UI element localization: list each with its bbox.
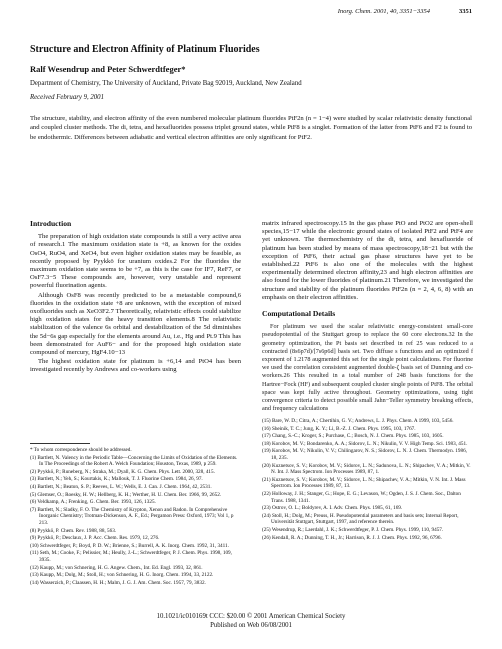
references-left — [30, 447, 241, 587]
author-affiliation: Department of Chemistry, The University of Auckland, Private Bag 92019, Auckland, New Zealand — [30, 80, 302, 87]
correspondence-note: * To whom correspondence should be addressed. — [30, 447, 132, 453]
reference-item: (23) Ostrov, O. L.; Boldyrev, A. I. Adv. Chem. Phys. 1985, 61, 169. — [262, 505, 403, 512]
intro-paragraph: The preparation of high oxidation state compounds is still a very active area of research.1 The maximum oxidation state is +8, as known for the oxides OsO4, RuO4, and XeO4, but even higher oxidation states may be feasible, as recently proposed by Pyykkö for uranium oxides.2 For the fluorides the maximum oxidation state seems to be +7, as this is the case for IF7, ReF7, or OsF7.3−5 These compounds are, however, very unstable and represent powerful fluorination agents. — [30, 233, 241, 290]
reference-item: (10) Schwerdtfeger, P.; Boyd, P. D. W.; Brienne, S.; Burrell, A. K. Inorg. Chem. 1992, 31, 3411. — [30, 542, 229, 549]
reference-item: (24) Stoll, H.; Dolg, M.; Preuss, H. Pseudopotential parameters and basis sets; Internal Report, Universität Stuttgart, Stuttgart, 1997, and reference therein. — [262, 512, 459, 526]
published-date: Published on Web 06/08/2001 — [210, 622, 292, 629]
reference-item: (6) Veldkamp, A.; Frenking, G. Chem. Ber. 1993, 126, 1325. — [30, 499, 156, 506]
reference-item: (13) Kaupp, M.; Dolg, M.; Stoll, H.; von Schnering, H. G. Inorg. Chem. 1994, 33, 2122. — [30, 572, 214, 579]
reference-item: (11) Seth, M.; Cooke, F.; Pelissier, M.; Heully, J.-L.; Schwerdtfeger, P. J. Chem. Phys. 1998, 109, 3935. — [30, 550, 232, 563]
doi-line: 10.1021/ic010169t CCC: $20.00 © 2001 American Chemical Society — [156, 613, 346, 620]
journal-header: Inorg. Chem. 2001, 40, 3351−3354 — [337, 8, 430, 15]
intro-heading: Introduction — [30, 219, 72, 228]
received-date: Received February 9, 2001 — [30, 94, 104, 101]
left-column — [30, 220, 241, 375]
reference-item: (25) Wesendrup, R.; Laerdahl, J. K.; Schwerdtfeger, P. J. Chem. Phys. 1999, 110, 9457. — [262, 526, 444, 533]
reference-item: (20) Kuznetsov, S. V.; Korobov, M. V.; Sidorov, L. N.; Sadunova, L. N.; Shipachev, V. A.; Mitkin, V. N. Int. J. Mass Spectrom. Ion Processes 1989, 87, 1. — [262, 462, 471, 476]
reference-item: (15) Bare, W. D.; Citra, A.; Chertihin, G. V.; Andrews, L. J. Phys. Chem. A 1999, 103, 5456. — [262, 418, 454, 424]
reference-item: (2) Pyykkö, P.; Runeberg, N.; Straka, M.; Dyall, K. G. Chem. Phys. Lett. 2000, 328, 415. — [30, 468, 215, 475]
intro-paragraph: The highest oxidation state for platinum is +6,14 and PtO4 has been investigated recently by Andrews and co-workers using — [30, 358, 241, 374]
reference-item: (22) Holloway, J. H.; Stanger, G.; Hope, E. G.; Levason, W.; Ogden, J. S. J. Chem. Soc., Dalton Trans. 1988, 1341. — [262, 490, 461, 504]
footnote-rule — [30, 443, 90, 444]
reference-item: (26) Kendall, R. A.; Dunning, T. H., Jr.; Harrison, R. J. J. Chem. Phys. 1992, 96, 6796. — [262, 534, 442, 541]
computational-details-paragraph: For platinum we used the scalar relativistic energy-consistent small-core pseudopotential of the Stuttgart group to replace the 60 core electrons.32 In the geometry optimization, the Pt basis set described in ref 25 was reduced to a contracted (8s6p7d)/[7s6p6d] basis set. Two diffuse s functions and an optimized f exponent of 1.2178 augmented this set for the single point calculations. For fluorine we used the correlation consistent augmented double-ζ basis set of Dunning and co-workers.26 This resulted in a total number of 248 basis functions for the Hartree−Fock (HF) and subsequent coupled cluster single points of PtF8. The orbital space was kept fully active throughout. Geometry optimizations, using tight convergence criteria to detect possible small Jahn−Teller symmetry breaking effects, and frequency calculations — [262, 323, 473, 413]
reference-item: (5) Glemser, O.; Roesky, H. W.; Hellberg, K. H.; Werther, H. U. Chem. Ber. 1966, 99, 2652. — [30, 491, 222, 498]
reference-item: (8) Pyykkö, P. Chem. Rev. 1988, 88, 563. — [30, 527, 117, 534]
reference-item: (1) Bartlett, N. Valency in the Periodic Table—Concerning the Limits of Oxidation of the Elements. In The Proceedings of the Robert A. Welch Foundation; Houston, Texas, 1989, p 259. — [30, 454, 238, 468]
computational-details-heading: Computational Details — [262, 309, 336, 319]
reference-item: (3) Bartlett, N.; Yeh, S.; Kourtakis, K.; Mallouk, T. J. Fluorine Chem. 1984, 26, 97. — [30, 476, 203, 483]
references-right — [262, 418, 473, 542]
reference-item: (9) Pyykkö, P.; Desclaux, J. P. Acc. Chem. Res. 1979, 12, 276. — [30, 535, 160, 542]
intro-paragraph: Although OsF8 was recently predicted to be a metastable compound,6 fluorides in the oxidation state +8 are unknown, with the exception of mixed oxofluorides such as XeO3F2.7 Theoretically, relativistic effects could stabilize high oxidation states for the heavy transition elements.8 The relativistic stabilization of the valence 6s orbital and destabilization of the 5d diminishes the 5d−6s gap especially for the elements around Au, i.e., Hg and Pt.9 This has been demonstrated for AuF6− and for the proposed high oxidation state compound of mercury, HgF4.10−13 — [30, 291, 241, 357]
article-authors: Ralf Wesendrup and Peter Schwerdtfeger* — [30, 64, 186, 74]
reference-item: (19) Korobov, M. V.; Nikulin, V. V.; Chilingarov, N. S.; Sidorov, L. N. J. Chem. Thermodyn. 1986, 18, 235. — [262, 448, 467, 461]
reference-item: (7) Bartlett, N.; Sladky, F. O. The Chemistry of Krypton, Xenon and Radon. In Comprehensive Inorganic Chemistry; Trotman-Dickenson, A. F., Ed.; Pergamon Press: Oxford, 1973; Vol 1, p 213. — [30, 506, 234, 526]
reference-item: (21) Kuznetsov, S. V.; Korobov, M. V.; Sidorov, L. N.; Shipachev, V. A.; Mitkin, V. N. Int. J. Mass Spectrom. Ion Processes 1989, 87, 13. — [262, 476, 466, 490]
reference-item: (17) Chang, S.-C.; Kroger, S.; Purchase, C.; Bosch, N. J. Chem. Phys. 1985, 103, 1605. — [262, 433, 444, 440]
reference-item: (16) Sheinik, T. C.; Jung, K. Y.; Li, B.-Z. J. Chem. Phys. 1995, 103, 1767. — [262, 425, 416, 432]
abstract: The structure, stability, and electron affinity of the even numbered molecular platinum fluorides PtF2n (n = 1−4) were studied by scalar relativistic density functional and coupled cluster methods. The di, tetra, and hexafluorides possess triplet ground states, while PtF8 is a singlet. Formation of the latter from PtF6 and F2 is found to be endothermic. Differences between adiabatic and vertical electron affinities are only significant for PtF2. — [30, 115, 472, 141]
page-number: 3351 — [459, 8, 472, 15]
reference-item: (18) Korobov, M. V.; Bondarenko, A. A.; Sidorov, L. N.; Nikulin, V. V. High Temp. Sci. 1983, 451. — [262, 440, 468, 447]
reference-item: (4) Bartlett, N.; Beaton, S. P.; Reeves, L. W.; Wells, E. J. Can. J. Chem. 1964, 42, 2531. — [30, 483, 212, 490]
reference-item: (14) Wasserzich, P.; Claassen, H. H.; Malm, J. G. J. Am. Chem. Soc. 1957, 79, 3832. — [30, 579, 206, 586]
intro-continued-paragraph: matrix infrared spectroscopy.15 In the gas phase PtO and PtO2 are open-shell species,15−17 while the electronic ground states of isolated PtF2 and PtF4 are yet unknown. The thermochemistry of the di, tetra, and hexafluoride of platinum has been studied by means of mass spectroscopy,18−21 but with the exception of PtF6, their actual gas phase structures have yet to be established.22 PtF6 is also one of the molecules with the highest experimentally determined electron affinity,23 and high electron affinities are also found for the lower fluorides of platinum.21 Therefore, we investigated the structure and stability of the platinum fluorides PtF2n (n = 2, 4, 6, 8) with an emphasis on their electron affinities. — [262, 220, 473, 301]
reference-item: (12) Kaupp, M.; von Schnering, H. G. Angew. Chem., Int. Ed. Engl. 1993, 32, 861. — [30, 564, 203, 571]
right-column — [262, 220, 473, 413]
article-title: Structure and Electron Affinity of Platinum Fluorides — [30, 44, 260, 55]
